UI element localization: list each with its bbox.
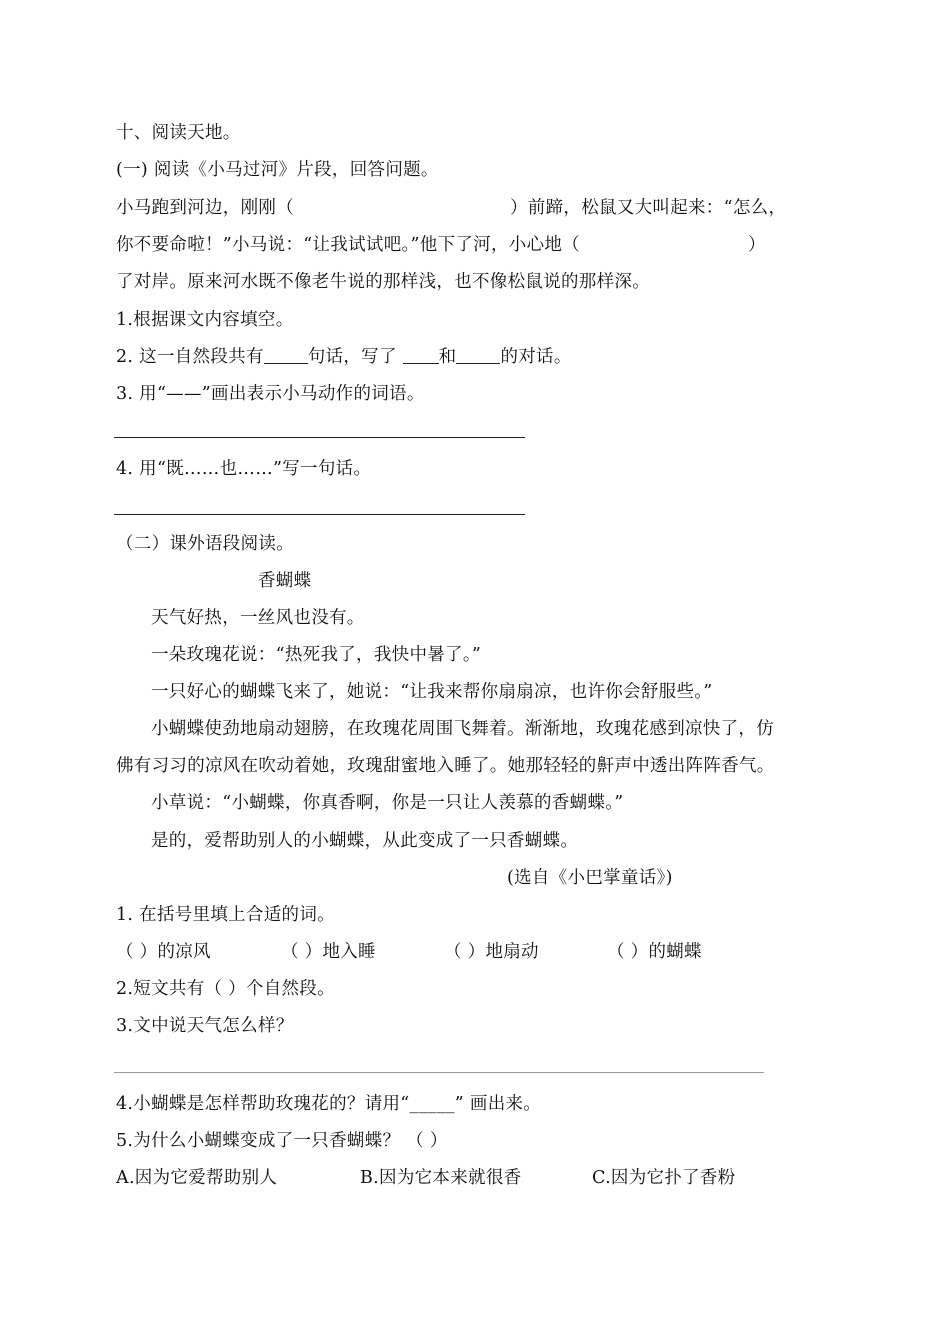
story-paragraph-continued: 佛有习习的凉风在吹动着她，玫瑰甜蜜地入睡了。她那轻轻的鼾声中透出阵阵香气。	[116, 756, 775, 776]
section-title: 十、阅读天地。	[116, 123, 241, 143]
answer-line[interactable]	[114, 514, 525, 515]
story-title: 香蝴蝶	[258, 571, 312, 591]
part2-question-3: 3.文中说天气怎么样？	[116, 1016, 294, 1036]
part1-question-3: 3. 用“——”画出表示小马动作的词语。	[116, 384, 425, 404]
part1-question-1: 1.根据课文内容填空。	[116, 310, 294, 330]
passage-line-2	[116, 233, 766, 257]
answer-line[interactable]	[114, 1072, 764, 1073]
option-c[interactable]: C.因为它扑了香粉	[592, 1168, 736, 1188]
fill-item[interactable]: （ ）的蝴蝶	[607, 942, 702, 962]
story-source: (选自《小巴掌童话》)	[507, 868, 673, 888]
story-paragraph: 一朵玫瑰花说：“热死我了，我快中暑了。”	[151, 645, 482, 665]
option-b[interactable]: B.因为它本来就很香	[360, 1168, 522, 1188]
fill-item[interactable]: （ ）的凉风	[116, 942, 211, 962]
passage-line-3: 了对岸。原来河水既不像老牛说的那样浅，也不像松鼠说的那样深。	[116, 272, 650, 292]
story-paragraph: 小草说：“小蝴蝶，你真香啊，你是一只让人羡慕的香蝴蝶。”	[151, 793, 624, 813]
passage-line-1	[116, 196, 786, 220]
q2-text-d: 的对话。	[500, 347, 572, 367]
story-paragraph: 小蝴蝶使劲地扇动翅膀，在玫瑰花周围飞舞着。渐渐地，玫瑰花感到凉快了，仿	[151, 719, 774, 739]
passage-line-1-end: ）前蹄，松鼠又大叫起来：“怎么，	[510, 198, 787, 218]
q2-text-b: 句话，写了	[307, 347, 403, 367]
part1-question-4: 4. 用“既……也……”写一句话。	[116, 459, 372, 479]
part2-question-5: 5.为什么小蝴蝶变成了一只香蝴蝶？ （ ）	[116, 1131, 448, 1151]
passage-line-1-start: 小马跑到河边，刚刚（	[116, 198, 294, 218]
part1-question-2	[116, 345, 572, 369]
q2-text-c: 和	[438, 347, 457, 367]
story-paragraph: 是的，爱帮助别人的小蝴蝶，从此变成了一只香蝴蝶。	[151, 831, 579, 851]
fill-item[interactable]: （ ）地入睡	[281, 942, 376, 962]
answer-blank[interactable]	[403, 362, 439, 364]
passage-line-2-start: 你不要命啦！”小马说：“让我试试吧。”他下了河，小心地（	[116, 235, 580, 255]
option-a[interactable]: A.因为它爱帮助别人	[116, 1168, 278, 1188]
answer-blank[interactable]	[264, 362, 308, 364]
answer-line[interactable]	[114, 437, 525, 438]
q2-text-a: 2. 这一自然段共有	[116, 347, 264, 367]
answer-blank[interactable]	[456, 362, 500, 364]
part2-question-1: 1. 在括号里填上合适的词。	[116, 905, 335, 925]
part2-question-2: 2.短文共有（ ）个自然段。	[116, 979, 335, 999]
part2-question-4: 4.小蝴蝶是怎样帮助玫瑰花的？请用“_____” 画出来。	[116, 1094, 542, 1114]
passage-line-2-end: ）	[748, 235, 766, 255]
part2-heading: （二）课外语段阅读。	[116, 534, 294, 554]
fill-item[interactable]: （ ）地扇动	[444, 942, 539, 962]
story-paragraph: 一只好心的蝴蝶飞来了，她说：“让我来帮你扇扇凉，也许你会舒服些。”	[151, 682, 713, 702]
part1-heading: (一) 阅读《小马过河》片段，回答问题。	[116, 160, 439, 180]
story-paragraph: 天气好热，一丝风也没有。	[151, 608, 365, 628]
